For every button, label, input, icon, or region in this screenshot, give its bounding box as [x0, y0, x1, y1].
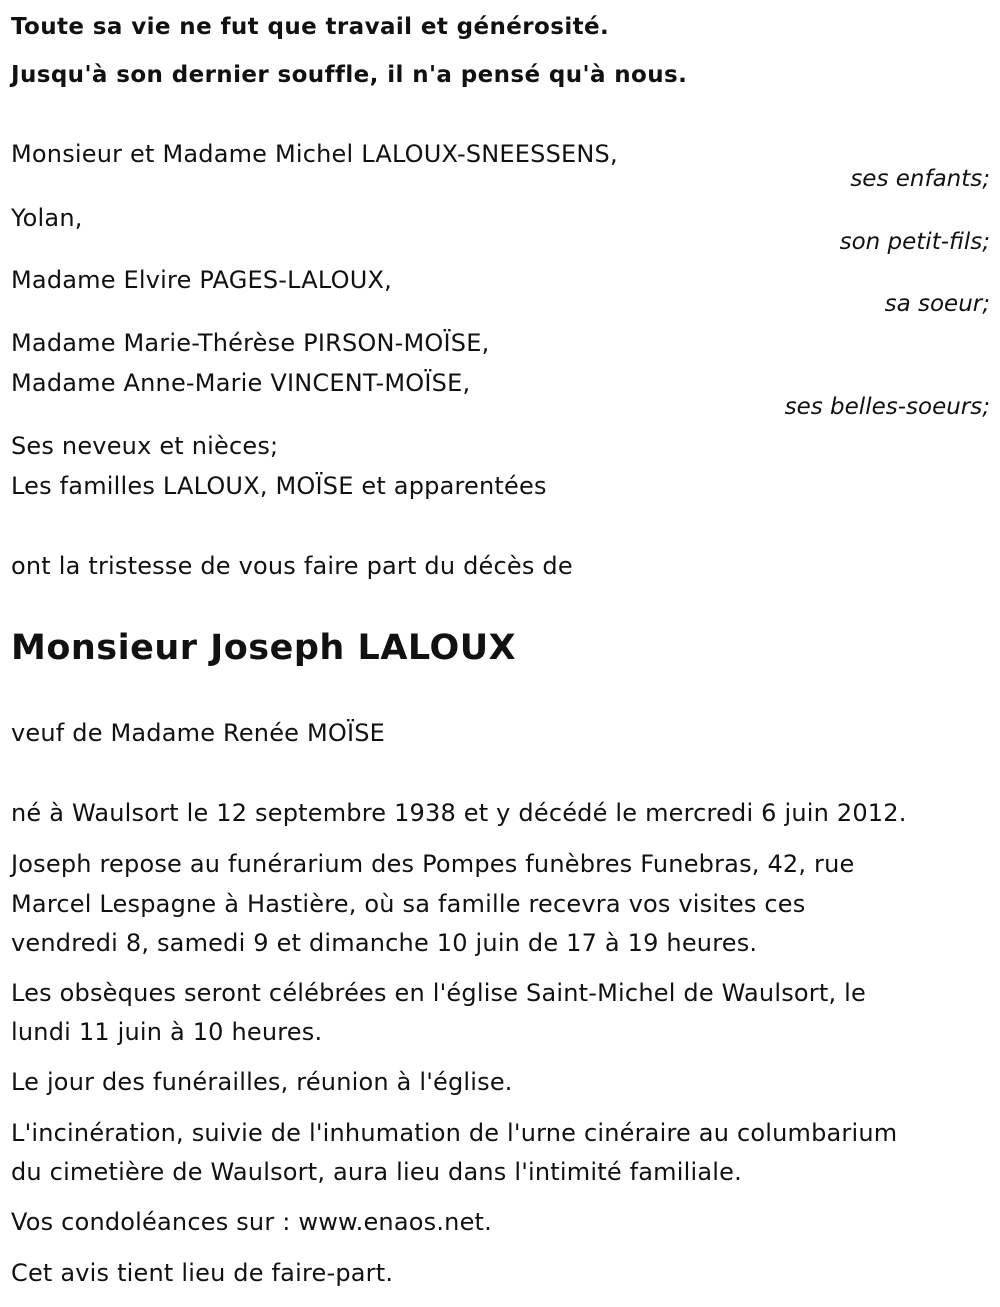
- sister-name: Madame Elvire PAGES-LALOUX,: [11, 266, 392, 294]
- widower-of: veuf de Madame Renée MOÏSE: [11, 719, 386, 747]
- sister-in-law-2: Madame Anne-Marie VINCENT-MOÏSE,: [11, 369, 471, 397]
- families: Les familles LALOUX, MOÏSE et apparentées: [11, 472, 547, 500]
- funerarium-line-2: Marcel Lespagne à Hastière, où sa famille recevra vos visites ces: [11, 890, 806, 918]
- quote-line-2: Jusqu'à son dernier souffle, il n'a pensé qu'à nous.: [11, 62, 688, 88]
- birth-death: né à Waulsort le 12 septembre 1938 et y décédé le mercredi 6 juin 2012.: [11, 799, 907, 827]
- nephews-nieces: Ses neveux et nièces;: [11, 432, 279, 460]
- children-names: Monsieur et Madame Michel LALOUX-SNEESSENS,: [11, 140, 618, 168]
- funerarium-line-3: vendredi 8, samedi 9 et dimanche 10 juin de 17 à 19 heures.: [11, 929, 758, 957]
- sister-in-law-1: Madame Marie-Thérèse PIRSON-MOÏSE,: [11, 329, 490, 357]
- quote-line-1: Toute sa vie ne fut que travail et générosité.: [11, 14, 610, 40]
- sisters-in-law-relation: ses belles-soeurs;: [784, 394, 990, 420]
- grandson-relation: son petit-fils;: [839, 229, 990, 255]
- condolences: [11, 1207, 492, 1237]
- deceased-name: Monsieur Joseph LALOUX: [11, 628, 517, 668]
- meeting-at-church: Le jour des funérailles, réunion à l'église.: [11, 1068, 513, 1096]
- condolences-end: .: [484, 1208, 493, 1236]
- children-relation: ses enfants;: [850, 166, 990, 192]
- condolences-label: Vos condoléances sur :: [11, 1208, 299, 1236]
- notice-line: Cet avis tient lieu de faire-part.: [11, 1259, 394, 1287]
- grandson-name: Yolan,: [11, 204, 83, 232]
- funeral-line-1: Les obsèques seront célébrées en l'église Saint-Michel de Waulsort, le: [11, 979, 866, 1007]
- announcement: ont la tristesse de vous faire part du décès de: [11, 552, 573, 580]
- funerarium-line-1: Joseph repose au funérarium des Pompes funèbres Funebras, 42, rue: [11, 850, 855, 878]
- sister-relation: sa soeur;: [884, 291, 990, 317]
- funeral-line-2: lundi 11 juin à 10 heures.: [11, 1018, 323, 1046]
- cremation-line-1: L'incinération, suivie de l'inhumation de l'urne cinéraire au columbarium: [11, 1119, 898, 1147]
- condolences-link[interactable]: www.enaos.net: [298, 1208, 485, 1236]
- cremation-line-2: du cimetière de Waulsort, aura lieu dans l'intimité familiale.: [11, 1158, 742, 1186]
